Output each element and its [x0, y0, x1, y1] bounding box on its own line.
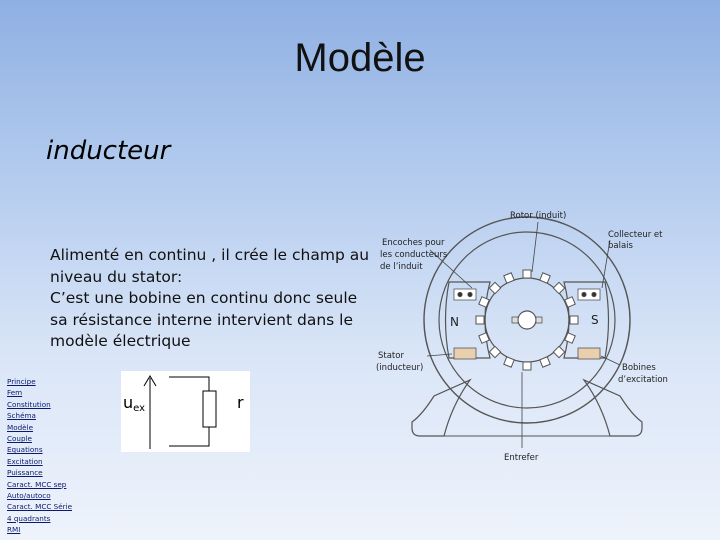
voltage-label: uex [123, 393, 146, 414]
nav-link-auto-autoco[interactable]: Auto/autoco [7, 491, 51, 501]
leader-lines [427, 222, 620, 448]
nav-link-modele[interactable]: Modèle [7, 422, 34, 432]
collecteur-label: balais [608, 241, 633, 251]
nav-link-principe[interactable]: Principe [7, 377, 36, 386]
stator-label: (inducteur) [376, 363, 424, 373]
nav-link-rmi[interactable]: RMI [7, 525, 21, 535]
pole-n-label: N [450, 315, 459, 329]
stator-label: Stator [378, 351, 404, 361]
rotor-label: Rotor (induit) [510, 211, 567, 221]
body-line: C’est une bobine en continu donc seule [50, 289, 358, 307]
motor-base [584, 380, 642, 436]
encoches-label: de l’induit [380, 262, 423, 272]
nav-link-caract-mcc-sep[interactable]: Caract. MCC sep [7, 479, 67, 489]
body-line: sa résistance interne intervient dans le [50, 310, 354, 329]
nav-link-4-quadrants[interactable]: 4 quadrants [7, 513, 51, 523]
nav-link-puissance[interactable]: Puissance [7, 468, 43, 478]
brush [536, 317, 542, 323]
pole-s-label: S [591, 313, 599, 327]
nav-link-couple[interactable]: Couple [7, 434, 32, 444]
body-line: niveau du stator: [50, 267, 183, 286]
nav-link-constitution[interactable]: Constitution [7, 399, 51, 409]
circuit-wire [169, 377, 209, 391]
rotor-shaft [518, 311, 536, 329]
resistor [203, 391, 216, 427]
nav-link-caract-mcc-serie[interactable]: Caract. MCC Série [7, 502, 73, 512]
encoches-label: les conducteurs [380, 250, 448, 260]
resistor-label: r [237, 393, 244, 412]
slide-subtitle: inducteur [46, 136, 171, 166]
body-line: modèle électrique [50, 332, 191, 350]
slide-body [50, 245, 370, 353]
bobines-label: Bobines [622, 363, 656, 373]
brush [512, 317, 518, 323]
motor-base [412, 380, 470, 436]
nav-link-excitation[interactable]: Excitation [7, 456, 43, 466]
slide-navigation [7, 376, 87, 536]
nav-link-schema[interactable]: Schéma [7, 411, 36, 421]
nav-link-fem[interactable]: Fem [7, 388, 23, 398]
excitation-circuit-diagram [121, 371, 250, 452]
encoches-label: Encoches pour [382, 238, 445, 248]
collecteur-label: Collecteur et [608, 230, 663, 240]
bobines-label: d’excitation [618, 375, 668, 385]
body-line: Alimenté en continu , il crée le champ au [50, 246, 370, 264]
motor-diagram [372, 200, 682, 470]
entrefer-label: Entrefer [504, 453, 539, 463]
nav-link-equations[interactable]: Equations [7, 445, 43, 455]
slide-title: Modèle [294, 36, 426, 80]
circuit-wire [169, 427, 209, 446]
